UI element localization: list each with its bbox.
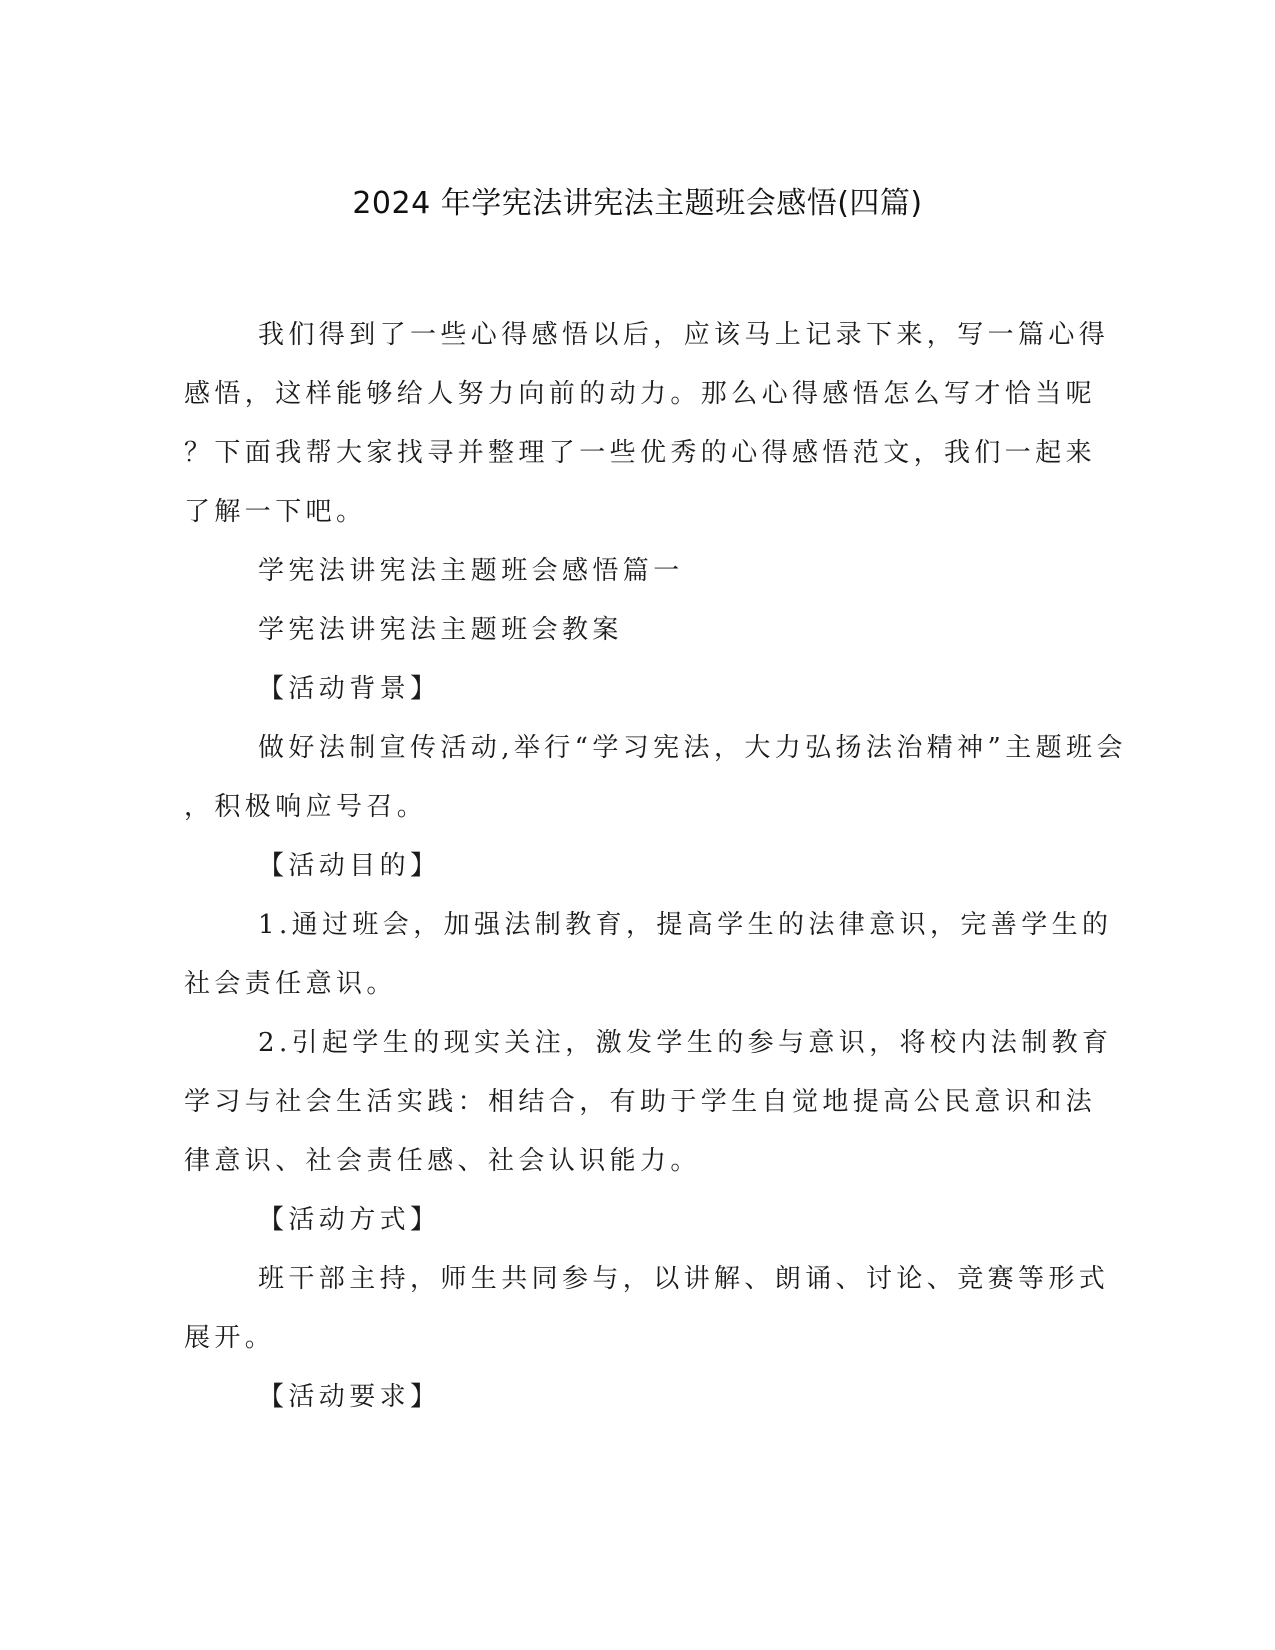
heading-method: 【活动方式】 bbox=[258, 1205, 441, 1235]
intro-line-3: ？下面我帮大家找寻并整理了一些优秀的心得感悟范文，我们一起来 bbox=[184, 438, 1097, 468]
purpose-1-line-2: 社会责任意识。 bbox=[184, 969, 397, 999]
heading-purpose: 【活动目的】 bbox=[258, 851, 441, 881]
purpose-1-line-1: 1.通过班会，加强法制教育，提高学生的法律意识，完善学生的 bbox=[258, 910, 1113, 940]
intro-line-1: 我们得到了一些心得感悟以后，应该马上记录下来，写一篇心得 bbox=[258, 320, 1110, 350]
purpose-2-line-2: 学习与社会生活实践：相结合，有助于学生自觉地提高公民意识和法 bbox=[184, 1087, 1097, 1117]
method-line-1: 班干部主持，师生共同参与，以讲解、朗诵、讨论、竞赛等形式 bbox=[258, 1264, 1110, 1294]
purpose-2-line-1: 2.引起学生的现实关注，激发学生的参与意识，将校内法制教育 bbox=[258, 1028, 1113, 1058]
intro-line-2: 感悟，这样能够给人努力向前的动力。那么心得感悟怎么写才恰当呢 bbox=[184, 379, 1097, 409]
background-line-1: 做好法制宣传活动,举行“学习宪法，大力弘扬法治精神”主题班会 bbox=[258, 733, 1127, 763]
purpose-2-line-3: 律意识、社会责任感、社会认识能力。 bbox=[184, 1146, 701, 1176]
background-line-2: ，积极响应号召。 bbox=[184, 792, 428, 822]
lesson-plan-title: 学宪法讲宪法主题班会教案 bbox=[258, 615, 623, 645]
intro-line-4: 了解一下吧。 bbox=[184, 497, 367, 527]
document-title: 2024 年学宪法讲宪法主题班会感悟(四篇) bbox=[352, 186, 923, 221]
heading-background: 【活动背景】 bbox=[258, 674, 441, 704]
method-line-2: 展开。 bbox=[184, 1323, 276, 1353]
heading-requirements: 【活动要求】 bbox=[258, 1382, 441, 1412]
section-heading: 学宪法讲宪法主题班会感悟篇一 bbox=[258, 556, 684, 586]
